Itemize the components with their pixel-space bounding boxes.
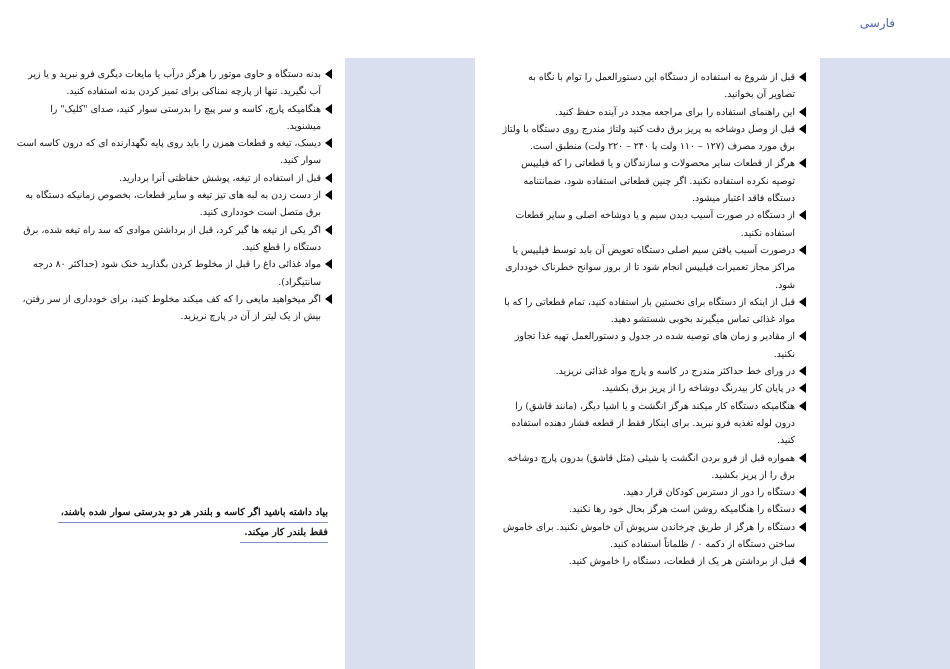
right-list-item-text: قبل از اینکه از دستگاه برای نخستین بار استفاده کنید، تمام قطعاتی را که با مواد غذائی تماس میگیرند بخوبی شستشو دهید. — [504, 296, 795, 326]
right-list-item — [500, 294, 806, 329]
bullet-triangle-icon — [799, 107, 806, 117]
right-list-item — [500, 398, 806, 450]
left-list-item — [14, 135, 332, 170]
right-list-item-text: از دستگاه در صورت آسیب دیدن سیم و یا دوشاخه اصلی و سایر قطعات استفاده نکنید. — [515, 210, 795, 239]
bullet-triangle-icon — [799, 453, 806, 463]
bullet-triangle-icon — [325, 104, 332, 114]
left-list-item — [14, 101, 332, 136]
right-list-item-text: دستگاه را دور از دسترس کودکان قرار دهید. — [623, 487, 795, 499]
bullet-triangle-icon — [799, 210, 806, 220]
right-list-item-text: قبل از برداشتن هر یک از قطعات، دستگاه را خاموش کنید. — [568, 556, 795, 568]
left-list-item-text: اگر یکی از تیغه ها گیر کرد، قبل از برداشتن موادی که سد راه تیغه شده، برق دستگاه را قطع کنید. — [23, 224, 321, 253]
bullet-triangle-icon — [799, 331, 806, 341]
warning-rule-2 — [240, 542, 328, 543]
left-list-item — [14, 187, 332, 222]
left-list-item-text: از دست زدن به لبه های تیز تیغه و سایر قطعات، بخصوص زمانیکه دستگاه به برق متصل است خودداری کنید. — [25, 190, 321, 219]
right-list-item — [500, 104, 806, 121]
right-list-item-text: درصورت آسیب یافتن سیم اصلی دستگاه تعویض آن باید توسط فیلیپس یا مراکز مجاز تعمیرات فیلیپس انجام شود تا از بروز سوانح خطرناک خودداری شود. — [505, 244, 795, 291]
bullet-triangle-icon — [799, 297, 806, 307]
left-list-item-text: دیسک، تیغه و قطعات همزن را باید روی پایه نگهدارنده ای که درون کاسه است سوار کنید. — [16, 138, 321, 167]
bullet-triangle-icon — [325, 294, 332, 304]
right-list-item — [500, 242, 806, 294]
bullet-triangle-icon — [799, 522, 806, 532]
left-list-item — [14, 256, 332, 291]
bullet-triangle-icon — [799, 366, 806, 376]
bullet-triangle-icon — [799, 504, 806, 514]
warning-rule-1 — [58, 522, 328, 523]
right-list-item-text: همواره قبل از فرو بردن انگشت یا شیئی (مثل قاشق) بدرون پارچ دوشاخه برق را از پریز بکشید. — [507, 452, 795, 481]
left-list-item — [14, 222, 332, 257]
bullet-triangle-icon — [799, 401, 806, 411]
right-list-item — [500, 553, 806, 570]
right-list-item-text: این راهنمای استفاده را برای مراجعه مجدد در آینده حفظ کنید. — [555, 106, 795, 118]
right-list-item — [500, 484, 806, 501]
right-list-item — [500, 380, 806, 397]
right-list-item — [500, 207, 806, 242]
right-list-item — [500, 519, 806, 554]
left-list-item — [14, 170, 332, 187]
left-list-item — [14, 291, 332, 326]
left-column — [14, 66, 332, 325]
language-label: فارسی — [859, 16, 895, 30]
bullet-triangle-icon — [325, 259, 332, 269]
right-list-item-text: هرگز از قطعات سایر محصولات و سازندگان و یا قطعاتی را که فیلیپس توصیه نکرده استفاده نکنید. اگر چنین قطعاتی استفاده شود، ضمانتنامه دستگاه فاقد اعتبار میشود. — [521, 158, 795, 205]
right-list-item-text: قبل از شروع به استفاده از دستگاه این دستورالعمل را توام با نگاه به تصاویر آن بخوانید. — [528, 72, 795, 101]
right-list-item — [500, 501, 806, 518]
bullet-triangle-icon — [799, 487, 806, 497]
left-list-item-text: بدنه دستگاه و حاوی موتور را هرگز درآب یا مایعات دیگری فرو نبرید و یا زیر آب نگیرید. تنها از پارچه نمناکی برای تمیز کردن بدنه استفاده کنید. — [28, 69, 321, 98]
right-list-item-text: دستگاه را هنگامیکه روشن است هرگز بحال خود رها نکنید. — [569, 504, 795, 516]
warning-note-2 — [58, 525, 328, 541]
left-list-item-text: مواد غذائی داغ را قبل از مخلوط کردن بگذارید خنک شود (حداکثر ۸۰ درجه سانتیگراد). — [33, 259, 321, 288]
right-list-item-text: هنگامیکه دستگاه کار میکند هرگز انگشت و یا اشیا دیگر، (مانند قاشق) را درون لوله تغذیه فرو نبرید. برای اینکار فقط از قطعه فشار دهنده استفاده کنید. — [511, 400, 795, 447]
bullet-triangle-icon — [799, 245, 806, 255]
left-list-item-text: قبل از استفاده از تیغه، پوشش حفاظتی آنرا بردارید. — [119, 172, 321, 184]
bullet-triangle-icon — [325, 138, 332, 148]
bullet-triangle-icon — [325, 225, 332, 235]
right-list-item-text: از مقادیر و زمان های توصیه شده در جدول و دستورالعمل تهیه غذا تجاوز نکنید. — [514, 331, 795, 360]
bullet-triangle-icon — [325, 190, 332, 200]
warning-line-1: بیاد داشته باشید اگر کاسه و بلندر هر دو بدرستی سوار شده باشند، — [60, 507, 328, 518]
right-list-item-text: قبل از وصل دوشاخه به پریز برق دقت کنید ولتاژ مندرج روی دستگاه با ولتاژ برق مورد مصرف (۱۲۷ – ۱۱۰ ولت یا ۲۴۰ – ۲۲۰ ولت) منطبق است. — [502, 123, 795, 153]
right-list-item — [500, 450, 806, 485]
bullet-triangle-icon — [799, 158, 806, 168]
right-list-item-text: در ورای خط حداکثر مندرج در کاسه و پارچ مواد غذائی نریزید. — [555, 366, 795, 378]
right-list-item — [500, 155, 806, 207]
left-list-item-text: هنگامیکه پارچ، کاسه و سر پیچ را بدرستی سوار کنید، صدای "کلیک" را میشنوید. — [50, 103, 321, 132]
bullet-triangle-icon — [799, 556, 806, 566]
right-list-item — [500, 69, 806, 104]
right-column — [500, 69, 806, 571]
left-list-item — [14, 66, 332, 101]
right-bullet-list — [500, 69, 806, 571]
right-list-item — [500, 121, 806, 156]
side-band-right — [820, 58, 950, 669]
right-list-item-text: دستگاه را هرگز از طریق چرخاندن سرپوش آن خاموش نکنید. برای خاموش ساختن دستگاه از دکمه ۰ / ظلماتاً استفاده کنید. — [502, 521, 795, 551]
left-bullet-list — [14, 66, 332, 325]
warning-line-2: فقط بلندر کار میکند. — [244, 527, 328, 538]
bullet-triangle-icon — [799, 124, 806, 134]
bullet-triangle-icon — [799, 72, 806, 82]
left-list-item-text: اگر میخواهید مایعی را که کف میکند مخلوط کنید، برای خودداری از سر رفتن، بیش از یک لیتر از آن در پارچ نریزید. — [22, 293, 321, 323]
bullet-triangle-icon — [325, 69, 332, 79]
right-list-item — [500, 363, 806, 380]
right-list-item — [500, 328, 806, 363]
warning-note — [58, 505, 328, 521]
side-band-middle — [345, 58, 475, 669]
bullet-triangle-icon — [325, 173, 332, 183]
right-list-item-text: در پایان کار بیدرنگ دوشاخه را از پریز برق بکشید. — [601, 383, 795, 395]
bullet-triangle-icon — [799, 383, 806, 393]
